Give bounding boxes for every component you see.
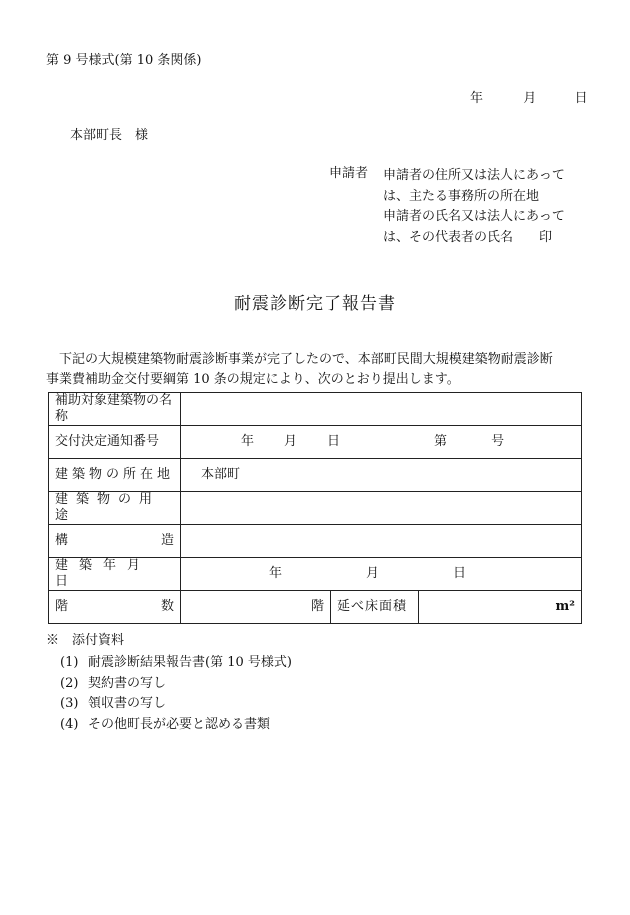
applicant-line: は、その代表者の氏名 印 [383,229,553,245]
built-date-content [187,566,575,582]
date-day: 日 [574,91,588,106]
addressee: 本部町長 様 [70,128,149,143]
notice-number-label: 交付決定通知番号 [49,426,181,459]
list-item: (1) 耐震診断結果報告書(第 10 号様式) [60,655,292,670]
attachments-title: ※ 添付資料 [46,633,125,648]
structure-label: 構 造 [49,525,181,558]
built-year: 年 [269,566,283,582]
floor-area-field[interactable] [419,591,582,624]
list-item: (2) 契約書の写し [60,675,167,691]
applicant-line: は、主たる事務所の所在地 [383,188,540,204]
date-month: 月 [523,91,537,106]
table-row [49,393,582,426]
usage-field[interactable] [181,492,582,525]
body-line: 事業費補助金交付要綱第 10 条の規定により、次のとおり提出します。 [46,372,460,387]
list-item: (3) 領収書の写し [60,696,167,711]
floor-area-label: 延べ床面積 [331,591,419,624]
table-row [49,525,582,558]
table-row [49,492,582,525]
structure-field[interactable] [181,525,582,558]
building-name-label: 補助対象建築物の名称 [49,393,181,426]
floors-field[interactable] [181,591,331,624]
body-text [46,350,553,390]
floor-area-unit: m² [555,599,575,615]
form-number: 第 9 号様式(第 10 条関係) [46,53,202,68]
floors-label: 階 数 [49,591,181,624]
applicant-line: 申請者の住所又は法人にあって [383,168,565,183]
building-name-field[interactable] [181,393,582,426]
notice-dai: 第 [434,434,448,450]
notice-month: 月 [284,434,298,450]
location-field[interactable] [181,459,582,492]
notice-number-content [187,434,575,450]
floors-unit: 階 [310,599,324,615]
notice-year: 年 [241,434,255,450]
notice-day: 日 [327,434,341,450]
table-row [49,459,582,492]
notice-go: 号 [491,434,505,450]
date-year: 年 [470,91,484,106]
table-row [49,426,582,459]
report-table [48,392,582,624]
applicant-label: 申請者 [329,166,369,181]
applicant-line: 申請者の氏名又は法人にあって [383,209,565,224]
usage-label: 建築物の用途 [49,492,181,525]
built-date-label: 建築年月日 [49,558,181,591]
list-item: (4) その他町長が必要と認める書類 [60,716,271,732]
applicant-lines [383,166,565,248]
table-row [49,558,582,591]
built-month: 月 [366,566,380,582]
built-date-field[interactable] [181,558,582,591]
built-day: 日 [453,566,467,582]
location-value: 本部町 [201,467,241,483]
date-line [470,91,588,107]
document-title: 耐震診断完了報告書 [234,294,396,314]
notice-number-field[interactable] [181,426,582,459]
body-line: 下記の大規模建築物耐震診断事業が完了したので、本部町民間大規模建築物耐震診断 [46,352,553,367]
attachments-list [60,653,292,735]
table-row [49,591,582,624]
location-label: 建築物の所在地 [49,459,181,492]
